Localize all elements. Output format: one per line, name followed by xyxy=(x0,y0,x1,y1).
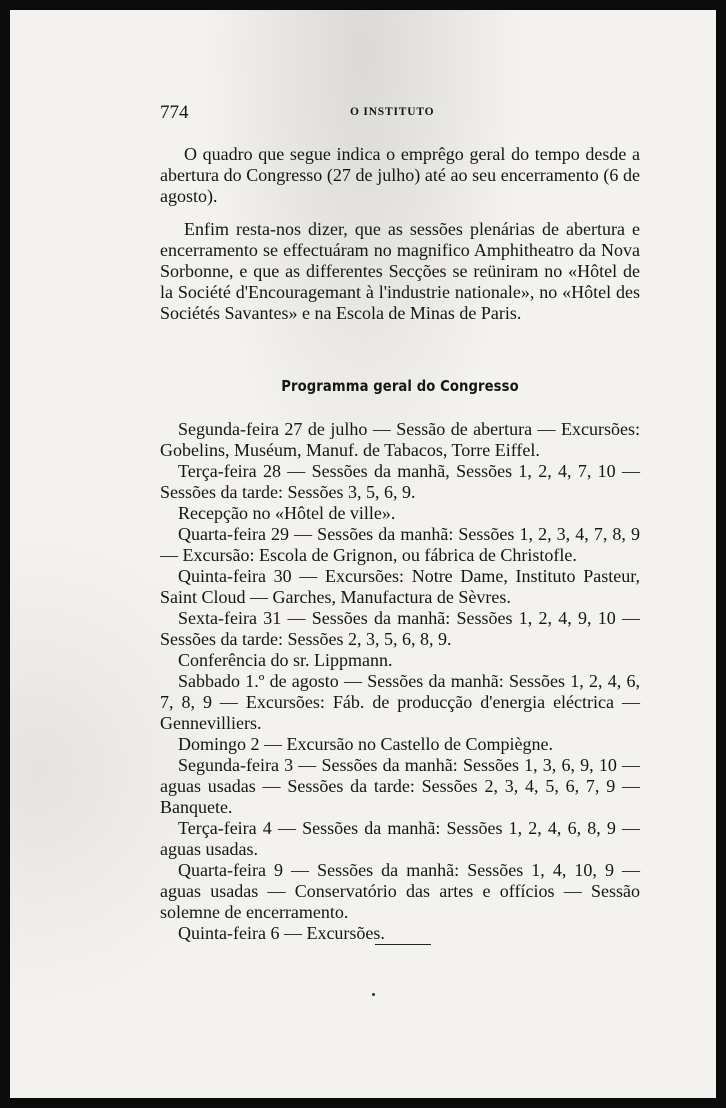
programme-list xyxy=(160,419,640,944)
programme-entry: Segunda-feira 3 — Sessões da manhã: Sessões 1, 3, 6, 9, 10 — aguas usadas — Sessões da tarde: Sessões 2, 3, 4, 5, 6, 7, 9 — Banquete. xyxy=(160,755,640,817)
programme-entry: Sexta-feira 31 — Sessões da manhã: Sessões 1, 2, 4, 9, 10 — Sessões da tarde: Sessões 2, 3, 5, 6, 8, 9. xyxy=(160,608,640,649)
programme-entry: Quarta-feira 29 — Sessões da manhã: Sessões 1, 2, 3, 4, 7, 8, 9 — Excursão: Escola de Grignon, ou fábrica de Christofle. xyxy=(160,524,640,565)
intro-paragraph-1 xyxy=(160,144,640,207)
end-rule xyxy=(375,944,431,945)
programme-entry: Sabbado 1.º de agosto — Sessões da manhã: Sessões 1, 2, 4, 6, 7, 8, 9 — Excursões: Fáb. de producção d'energia eléctrica — Gennevilliers. xyxy=(160,671,640,733)
programme-entry: Terça-feira 28 — Sessões da manhã, Sessões 1, 2, 4, 7, 10 — Sessões da tarde: Sessões 3, 5, 6, 9. xyxy=(160,461,640,502)
intro-paragraph-2 xyxy=(160,219,640,324)
programme-entry: Segunda-feira 27 de julho — Sessão de abertura — Excursões: Gobelins, Muséum, Manuf. de Tabacos, Torre Eiffel. xyxy=(160,419,640,460)
section-heading: Programma geral do Congresso xyxy=(281,377,519,395)
page-number: 774 xyxy=(160,102,189,123)
book-page xyxy=(10,10,716,1098)
programme-entry: Quinta-feira 6 — Excursões. xyxy=(178,923,385,943)
programme-entry: Terça-feira 4 — Sessões da manhã: Sessões 1, 2, 4, 6, 8, 9 — aguas usadas. xyxy=(160,818,640,859)
programme-entry: Recepção no «Hôtel de ville». xyxy=(178,503,396,523)
programme-entry: Quarta-feira 9 — Sessões da manhã: Sessões 1, 4, 10, 9 — aguas usadas — Conservatório das artes e offícios — Sessão solemne de encerramento. xyxy=(160,860,640,922)
paragraph-text: O quadro que segue indica o emprêgo geral do tempo desde a abertura do Congresso (27 de julho) até ao seu encerramento (6 de agosto). xyxy=(160,144,640,206)
page-header xyxy=(160,102,640,126)
paragraph-text: Enfim resta-nos dizer, que as sessões plenárias de abertura e encerramento se effectuáram no magnifico Amphitheatro da Nova Sorbonne, e que as differentes Secções se reüniram no «Hôtel de la Société d'Encouragemant à l'industrie nationale», no «Hôtel des Sociétés Savantes» e na Escola de Minas de Paris. xyxy=(160,219,640,323)
ink-speck xyxy=(372,993,375,996)
programme-entry: Quinta-feira 30 — Excursões: Notre Dame, Instituto Pasteur, Saint Cloud — Garches, Manufactura de Sèvres. xyxy=(160,566,640,607)
programme-entry: Domingo 2 — Excursão no Castello de Compiègne. xyxy=(178,734,553,754)
programme-entry: Conferência do sr. Lippmann. xyxy=(178,650,393,670)
running-title: O INSTITUTO xyxy=(350,106,435,118)
